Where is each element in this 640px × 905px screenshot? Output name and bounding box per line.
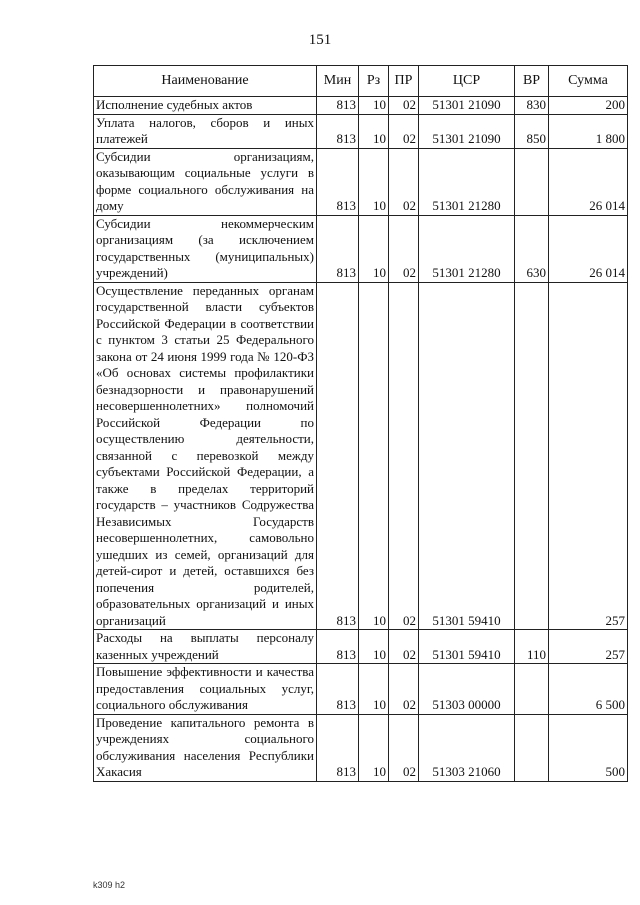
- row-min: 813: [317, 215, 359, 282]
- table-row: [94, 114, 628, 148]
- row-csr: 51301 59410: [419, 282, 515, 630]
- row-sum: 26 014: [549, 215, 628, 282]
- row-rz: 10: [359, 215, 389, 282]
- row-name: Повышение эффективности и качества предоставления социальных услуг, социального обслуживания: [94, 664, 317, 715]
- footer-code: k309 h2: [93, 880, 126, 890]
- row-min: 813: [317, 282, 359, 630]
- row-name: Субсидии некоммерческим организациям (за исключением государственных (муниципальных) учреждений): [94, 215, 317, 282]
- table-row: [94, 97, 628, 115]
- row-csr: 51303 00000: [419, 664, 515, 715]
- header-csr: ЦСР: [419, 66, 515, 97]
- table-row: [94, 282, 628, 630]
- row-vr: 830: [515, 97, 549, 115]
- row-sum: 1 800: [549, 114, 628, 148]
- table-row: [94, 664, 628, 715]
- row-pr: 02: [389, 664, 419, 715]
- row-pr: 02: [389, 282, 419, 630]
- row-name: Уплата налогов, сборов и иных платежей: [94, 114, 317, 148]
- budget-table: [93, 65, 628, 782]
- row-sum: 26 014: [549, 148, 628, 215]
- header-rz: Рз: [359, 66, 389, 97]
- row-csr: 51303 21060: [419, 714, 515, 781]
- row-rz: 10: [359, 114, 389, 148]
- row-rz: 10: [359, 714, 389, 781]
- row-sum: 6 500: [549, 664, 628, 715]
- header-pr: ПР: [389, 66, 419, 97]
- row-min: 813: [317, 148, 359, 215]
- row-csr: 51301 21090: [419, 97, 515, 115]
- row-vr: [515, 148, 549, 215]
- header-sum: Сумма: [549, 66, 628, 97]
- row-name: Субсидии организациям, оказывающим социальные услуги в форме социального обслуживания на дому: [94, 148, 317, 215]
- table-row: [94, 148, 628, 215]
- row-rz: 10: [359, 282, 389, 630]
- row-name: Исполнение судебных актов: [94, 97, 317, 115]
- row-pr: 02: [389, 630, 419, 664]
- row-vr: 110: [515, 630, 549, 664]
- row-rz: 10: [359, 664, 389, 715]
- row-rz: 10: [359, 148, 389, 215]
- table-row: [94, 215, 628, 282]
- table-row: [94, 714, 628, 781]
- header-min: Мин: [317, 66, 359, 97]
- header-name: Наименование: [94, 66, 317, 97]
- row-vr: [515, 282, 549, 630]
- row-vr: [515, 714, 549, 781]
- table-row: [94, 630, 628, 664]
- row-sum: 500: [549, 714, 628, 781]
- page-number: 151: [308, 32, 332, 48]
- row-name: Проведение капитального ремонта в учреждениях социального обслуживания населения Республики Хакасия: [94, 714, 317, 781]
- row-sum: 257: [549, 282, 628, 630]
- row-min: 813: [317, 630, 359, 664]
- row-min: 813: [317, 114, 359, 148]
- row-vr: 850: [515, 114, 549, 148]
- row-rz: 10: [359, 97, 389, 115]
- row-min: 813: [317, 714, 359, 781]
- row-name: Расходы на выплаты персоналу казенных учреждений: [94, 630, 317, 664]
- row-vr: 630: [515, 215, 549, 282]
- row-pr: 02: [389, 114, 419, 148]
- row-name: Осуществление переданных органам государственной власти субъектов Российской Федерации в соответствии с пунктом 3 статьи 25 Федерального закона от 24 июня 1999 года № 120-ФЗ «Об основах системы профилактики безнадзорности и правонарушений несовершеннолетних» полномочий Российской Федерации по осуществлению деятельности, связанной с перевозкой между субъектами Российской Федерации, а также в пределах территорий государств – участников Содружества Независимых Государств несовершеннолетних, самовольно ушедших из семей, организаций для детей-сирот и детей, оставшихся без попечения родителей, образовательных организаций и иных организаций: [94, 282, 317, 630]
- table-header-row: [94, 66, 628, 97]
- row-csr: 51301 21280: [419, 148, 515, 215]
- row-pr: 02: [389, 714, 419, 781]
- row-csr: 51301 21280: [419, 215, 515, 282]
- row-min: 813: [317, 664, 359, 715]
- header-vr: ВР: [515, 66, 549, 97]
- row-pr: 02: [389, 97, 419, 115]
- row-csr: 51301 21090: [419, 114, 515, 148]
- row-sum: 200: [549, 97, 628, 115]
- row-sum: 257: [549, 630, 628, 664]
- row-vr: [515, 664, 549, 715]
- row-csr: 51301 59410: [419, 630, 515, 664]
- row-pr: 02: [389, 148, 419, 215]
- row-min: 813: [317, 97, 359, 115]
- row-pr: 02: [389, 215, 419, 282]
- row-rz: 10: [359, 630, 389, 664]
